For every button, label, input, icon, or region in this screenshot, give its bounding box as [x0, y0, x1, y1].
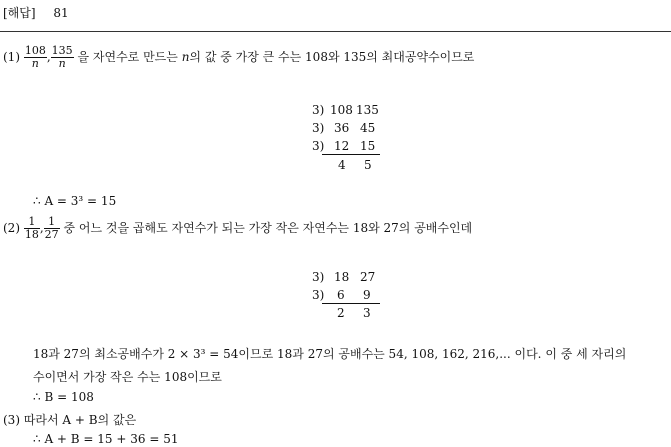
part3-result: ∴ A + B = 15 + 36 = 51 [33, 432, 179, 446]
part1-number: (1) [3, 50, 20, 64]
header-divider [0, 31, 671, 32]
part2-explanation-line1: 18과 27의 최소공배수가 2 × 3³ = 54이므로 18과 27의 공배수는 54, 108, 162, 216,... 이다. 이 중 세 자리의 [33, 347, 627, 361]
answer-label: [해답] [3, 6, 36, 20]
part2-explanation-line2: 수이면서 가장 작은 수는 108이므로 [33, 370, 222, 384]
division-line [322, 303, 380, 304]
fraction-108-over-n: $\frac{108}{n}$ [24, 44, 46, 70]
answer-number: 81 [53, 6, 69, 20]
division-line [322, 154, 380, 155]
fraction-1-over-27: $\frac{1}{27}$ [44, 215, 59, 241]
part1-result: ∴ A = 3³ = 15 [33, 194, 117, 208]
part3-statement: (3) 따라서 A + B의 값은 [3, 413, 137, 427]
part1-statement: (1) $\frac{108}{n}$ , $\frac{135}{n}$ 을 자연수로 만드는 n의 값 중 가장 큰 수는 108와 135의 최대공약수이므로 [3, 44, 475, 70]
part2-number: (2) [3, 221, 20, 235]
answer-header [3, 4, 69, 21]
part2-statement: (2) $\frac{1}{18}$ , $\frac{1}{27}$ 중 어느 것을 곱해도 자연수가 되는 가장 작은 자연수는 18와 27의 공배수인데 [3, 215, 473, 241]
fraction-135-over-n: $\frac{135}{n}$ [51, 44, 73, 70]
fraction-1-over-18: $\frac{1}{18}$ [24, 215, 39, 241]
part2-result: ∴ B = 108 [33, 390, 94, 404]
